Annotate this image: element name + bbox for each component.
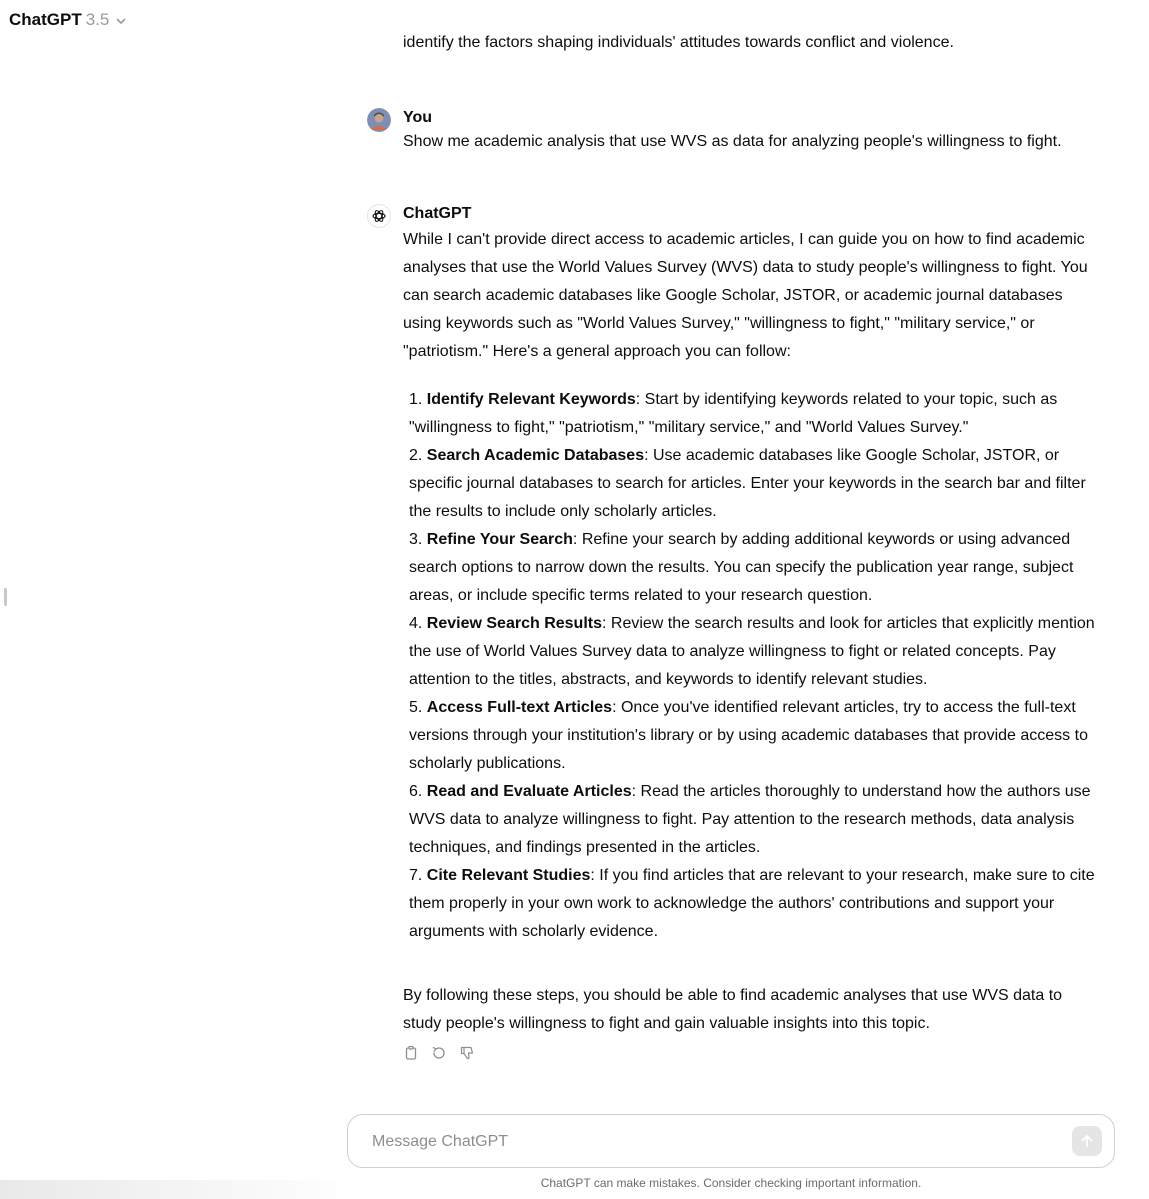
list-item: 6. Read and Evaluate Articles: Read the articles thoroughly to understand how the authors use WVS data to analyze willingness to fight. Pay attention to the research methods, data analysis techniques, and findings presented in the articles. (409, 783, 1091, 856)
model-name: ChatGPT (9, 10, 82, 29)
copy-icon[interactable] (403, 1045, 419, 1061)
assistant-outro-text: By following these steps, you should be able to find academic analyses that use WVS data to study people's willingness to fight and gain valuable insights into this topic. (403, 987, 1063, 1032)
message-input[interactable] (372, 1129, 1052, 1155)
assistant-message (367, 204, 1107, 1084)
message-composer (347, 1114, 1115, 1168)
assistant-intro-text: While I can't provide direct access to academic articles, I can guide you on how to find academic analyses that use the World Values Survey (WVS) data to study people's willingness to fight. You can search academic databases like Google Scholar, JSTOR, or academic journal databases using keywords such as "World Values Survey," "willingness to fight," "military service," or "patriotism." Here's a general approach you can follow: (403, 231, 1088, 360)
thumbs-down-icon[interactable] (459, 1045, 475, 1061)
message-actions (403, 1045, 475, 1061)
assistant-author-label: ChatGPT (403, 205, 472, 222)
list-item: 2. Search Academic Databases: Use academic databases like Google Scholar, JSTOR, or specific journal databases to search for articles. Enter your keywords in the search bar and filter the results to include only scholarly articles. (409, 447, 1086, 520)
list-item: 3. Refine Your Search: Refine your search by adding additional keywords or using advanced search options to narrow down the results. You can specify the publication year range, subject areas, or include specific terms related to your research question. (409, 531, 1074, 604)
model-version: 3.5 (85, 10, 110, 29)
arrow-up-icon (1079, 1133, 1095, 1149)
send-button[interactable] (1072, 1126, 1102, 1156)
previous-message-fragment: identify the factors shaping individuals' attitudes towards conflict and violence. (403, 34, 954, 51)
user-author-label: You (403, 109, 433, 126)
openai-logo-icon (371, 208, 387, 224)
assistant-avatar (367, 204, 391, 228)
list-item: 1. Identify Relevant Keywords: Start by identifying keywords related to your topic, such as "willingness to fight," "patriotism," "military service," and "World Values Survey." (409, 391, 1058, 436)
sidebar-bottom-shade (0, 1180, 360, 1199)
list-item: 5. Access Full-text Articles: Once you've identified relevant articles, try to access the full-text versions through your institution's library or by using academic databases that provide access to scholarly publications. (409, 699, 1088, 772)
user-avatar (367, 108, 391, 132)
list-item: 4. Review Search Results: Review the search results and look for articles that explicitly mention the use of World Values Survey data to analyze willingness to fight or related concepts. Pay attention to the titles, abstracts, and keywords to identify relevant studies. (409, 615, 1095, 688)
steps-list (403, 386, 1103, 946)
regenerate-icon[interactable] (431, 1045, 447, 1061)
user-message-text: Show me academic analysis that use WVS as data for analyzing people's willingness to fight. (403, 133, 1062, 150)
user-message (367, 108, 1107, 158)
list-item: 7. Cite Relevant Studies: If you find articles that are relevant to your research, make sure to cite them properly in your own work to acknowledge the authors' contributions and support your arguments with scholarly evidence. (409, 867, 1095, 940)
disclaimer-text: ChatGPT can make mistakes. Consider checking important information. (540, 1176, 922, 1190)
user-avatar-icon (367, 108, 391, 132)
